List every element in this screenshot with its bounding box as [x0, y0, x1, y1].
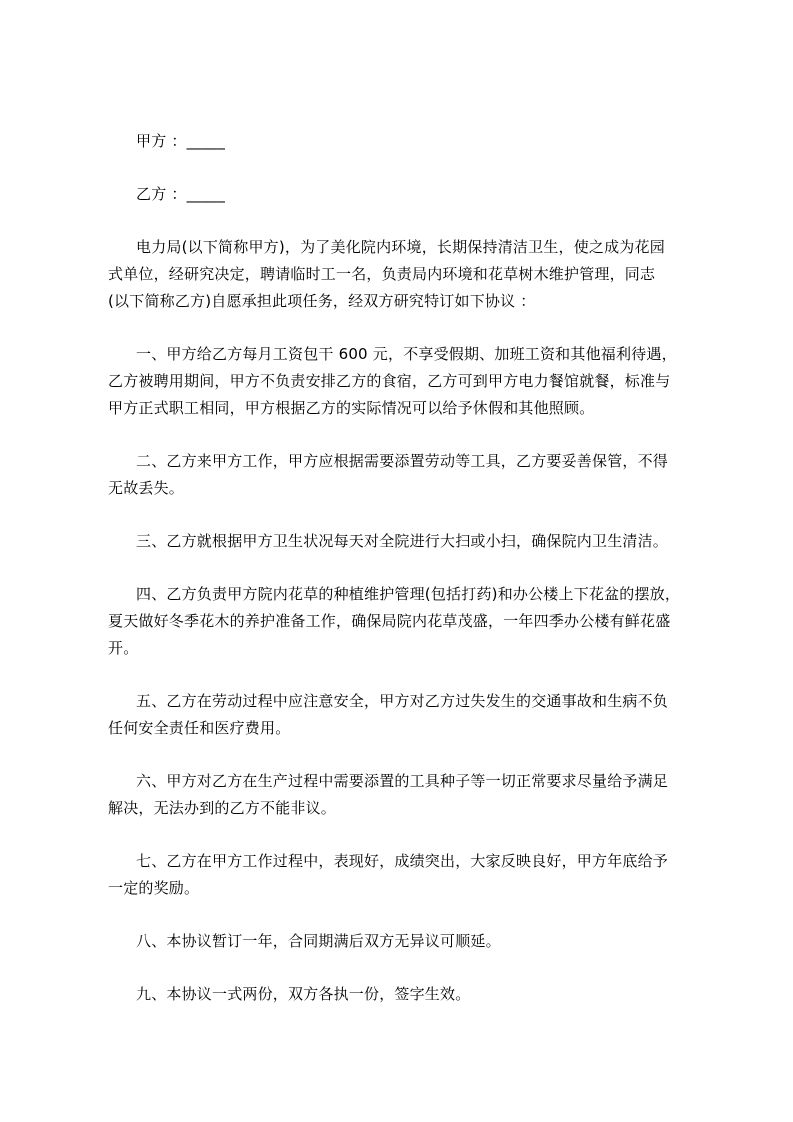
intro-line-2: 式单位，经研究决定，聘请临时工一名，负责局内环境和花草树木维护管理，同志 [108, 265, 656, 283]
clause-3-line-1: 三、乙方就根据甲方卫生状况每天对全院进行大扫或小扫，确保院内卫生清洁。 [136, 532, 669, 550]
party-a-line: 甲方 ：_____ [136, 132, 226, 150]
intro-line-1: 电力局(以下简称甲方)，为了美化院内环境，长期保持清洁卫生，使之成为花园 [136, 238, 665, 256]
clause-5-line-1: 五、乙方在劳动过程中应注意安全，甲方对乙方过失发生的交通事故和生病不负 [136, 692, 669, 710]
clause-1-line-1: 一、甲方给乙方每月工资包干 600 元，不享受假期、加班工资和其他福利待遇， [136, 345, 677, 363]
party-b-line: 乙方 ：_____ [136, 185, 226, 203]
clause-7-line-1: 七、乙方在甲方工作过程中，表现好，成绩突出，大家反映良好，甲方年底给予 [136, 852, 669, 870]
clause-1-line-2: 乙方被聘用期间，甲方不负责安排乙方的食宿，乙方可到甲方电力餐馆就餐，标准与 [108, 372, 671, 390]
clause-6-line-2: 解决，无法办到的乙方不能非议。 [108, 799, 337, 817]
clause-7-line-2: 一定的奖励。 [108, 879, 200, 897]
clause-6-line-1: 六、甲方对乙方在生产过程中需要添置的工具种子等一切正常要求尽量给予满足 [136, 772, 669, 790]
clause-9-line-1: 九、本协议一式两份，双方各执一份，签字生效。 [136, 985, 471, 1003]
intro-line-3: (以下简称乙方)自愿承担此项任务，经双方研究特订如下协议 ： [108, 292, 536, 310]
clause-4-line-3: 开。 [108, 639, 139, 657]
clause-2-line-1: 二、乙方来甲方工作，甲方应根据需要添置劳动等工具，乙方要妥善保管，不得 [136, 452, 669, 470]
clause-4-line-1: 四、乙方负责甲方院内花草的种植维护管理(包括打药)和办公楼上下花盆的摆放， [136, 585, 681, 603]
clause-1-line-3: 甲方正式职工相同，甲方根据乙方的实际情况可以给予休假和其他照顾。 [108, 399, 595, 417]
clause-5-line-2: 任何安全责任和医疗费用。 [108, 719, 291, 737]
clause-4-line-2: 夏天做好冬季花木的养护准备工作，确保局院内花草茂盛，一年四季办公楼有鲜花盛 [108, 612, 671, 630]
clause-8-line-1: 八、本协议暂订一年，合同期满后双方无异议可顺延。 [136, 932, 501, 950]
clause-2-line-2: 无故丢失。 [108, 479, 185, 497]
